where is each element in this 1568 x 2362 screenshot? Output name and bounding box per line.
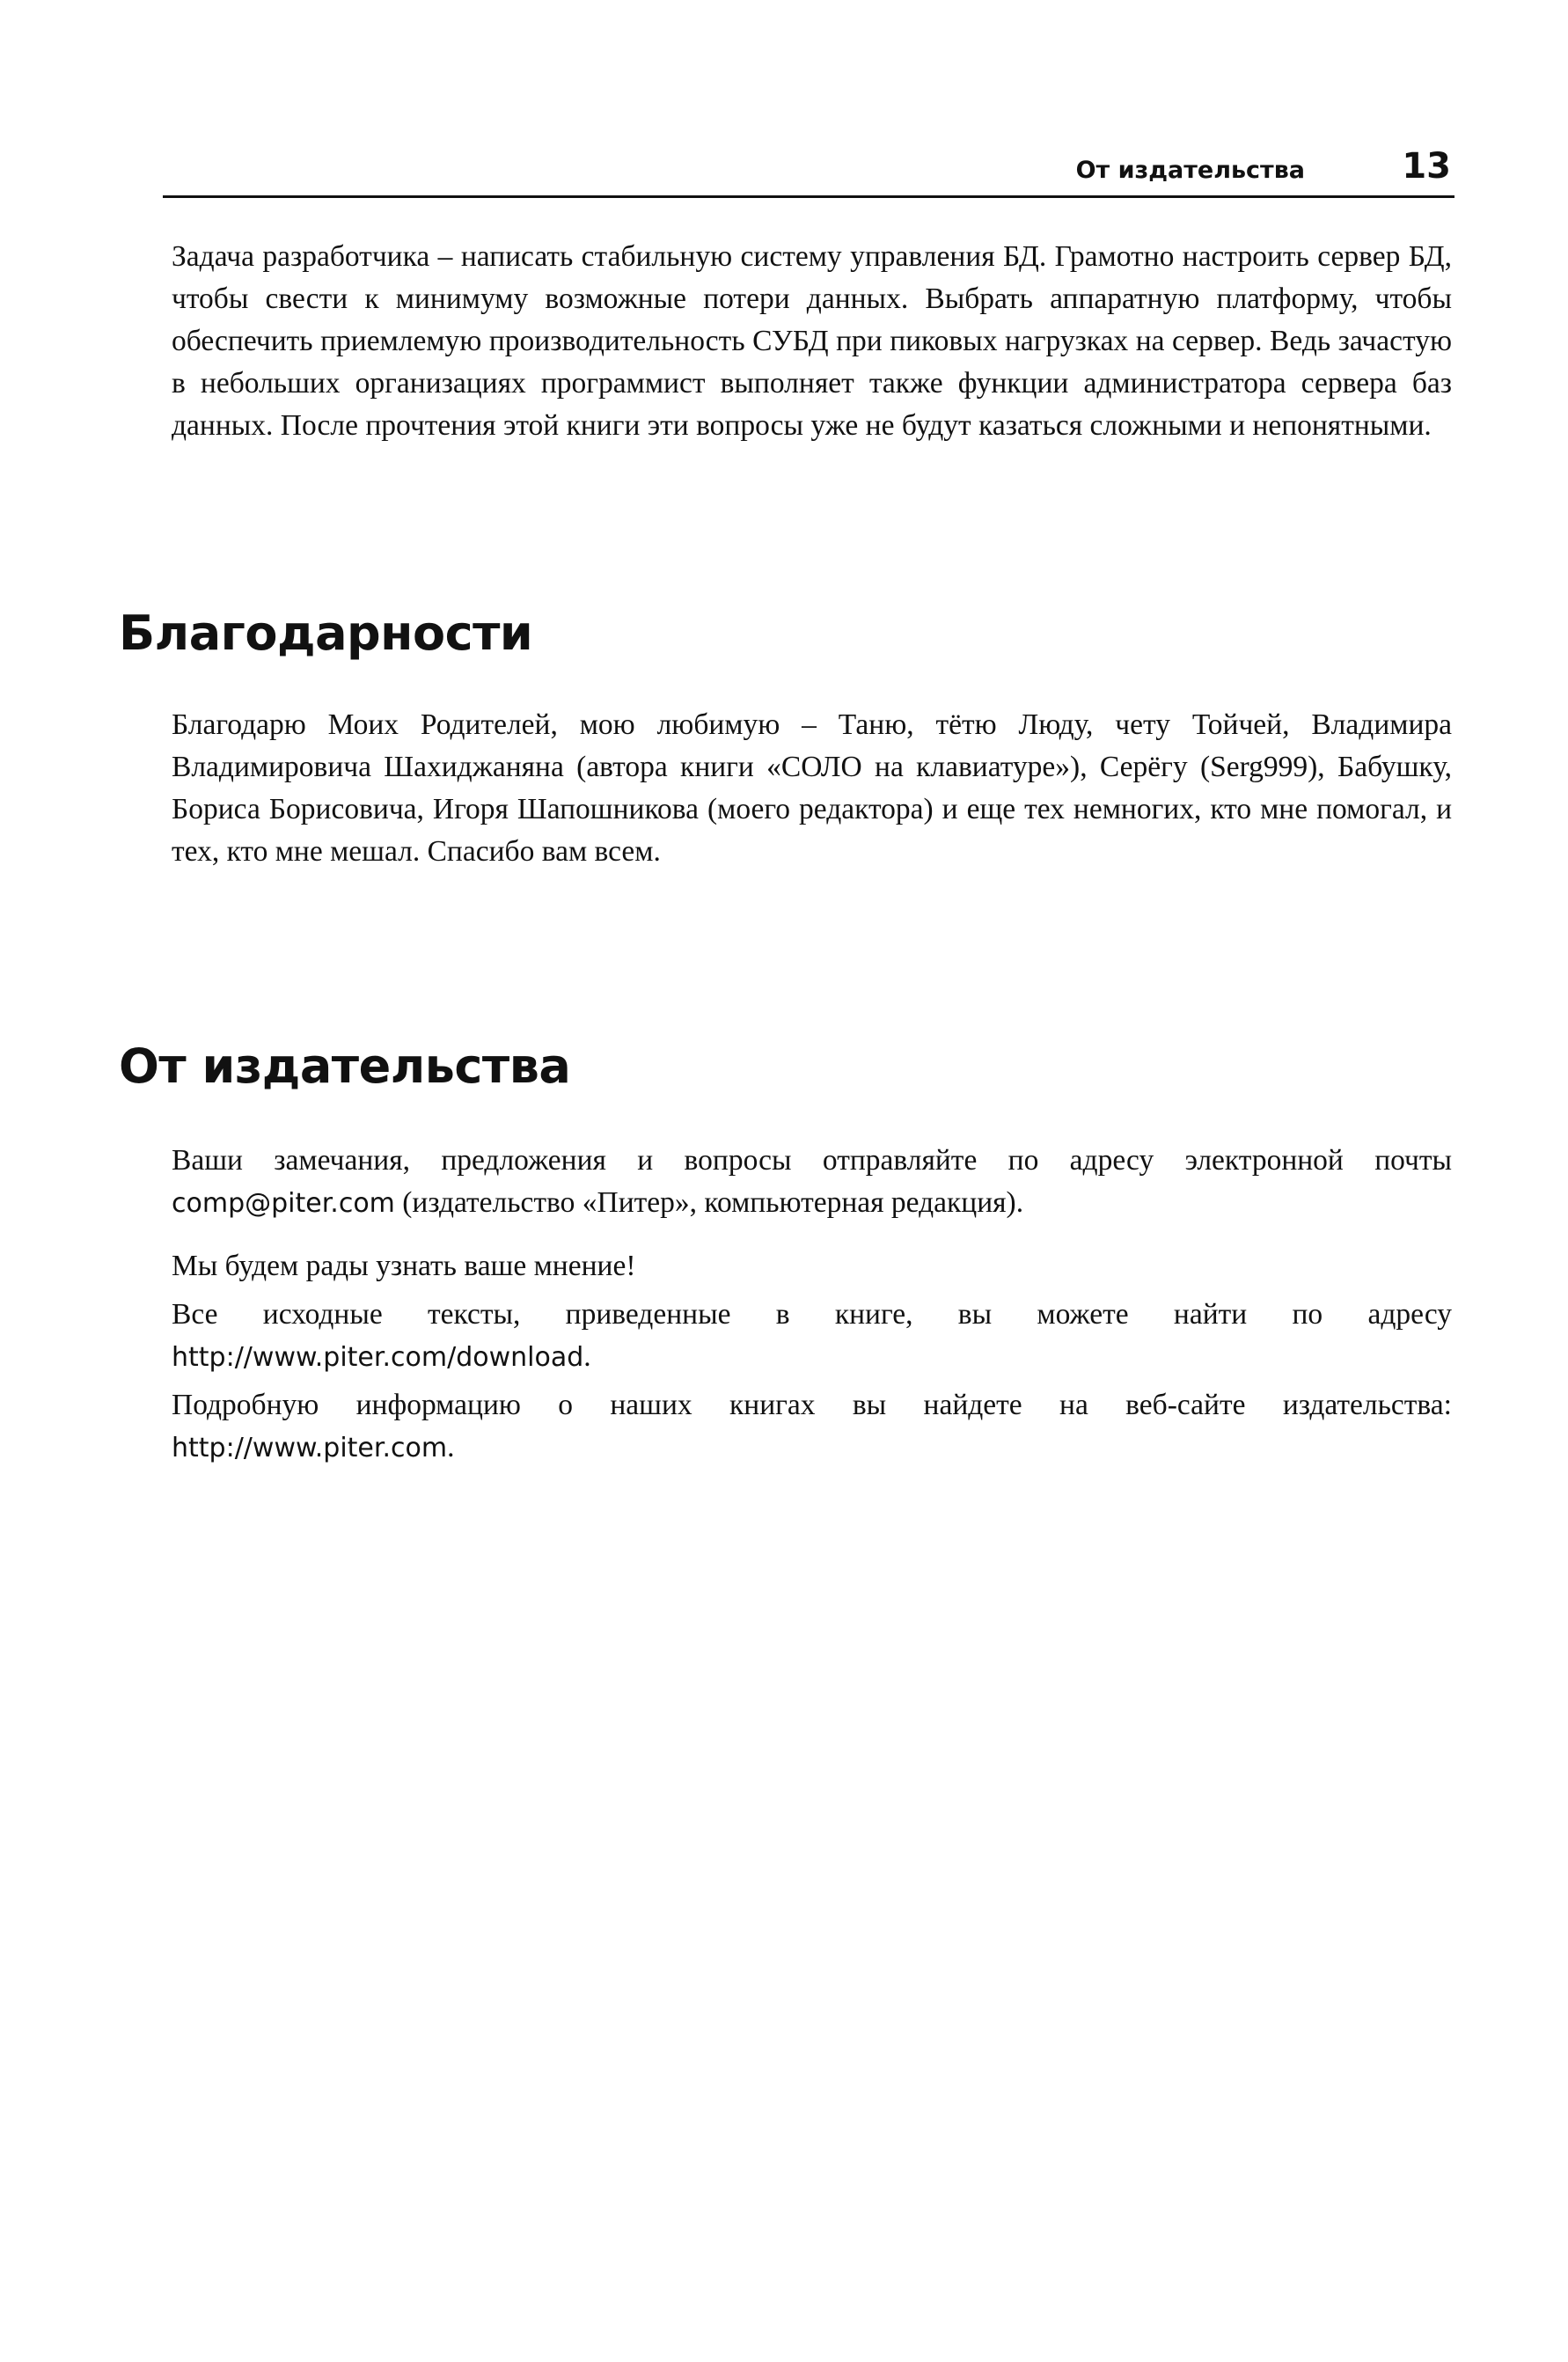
sources-text-after: . — [583, 1340, 591, 1373]
intro-paragraph: Задача разработчика – написать стабильную систему управления БД. Грамотно настроить сервер БД, чтобы свести к минимуму возможные потери данных. Выбрать аппаратную платформу, чтобы обеспечить приемлемую производительность СУБД при пиковых нагрузках на сервер. Ведь зачастую в небольших организациях программист выполняет также функции администратора сервера баз данных. После прочтения этой книги эти вопросы уже не будут казаться сложными и непонятными. — [172, 240, 1452, 442]
website-text-after: . — [447, 1431, 455, 1463]
running-header-title: От издательства — [1075, 157, 1305, 184]
publisher-contact-paragraph — [172, 1140, 1452, 1225]
running-header — [163, 141, 1454, 198]
download-url-link[interactable]: http://www.piter.com/download — [172, 1342, 584, 1373]
contact-text-before: Ваши замечания, предложения и вопросы отправляйте по адресу электронной почты — [172, 1144, 1452, 1177]
website-text-before: Подробную информацию о наших книгах вы найдете на веб-сайте издательства: — [172, 1389, 1452, 1421]
feedback-paragraph: Мы будем рады узнать ваше мнение! — [172, 1250, 636, 1282]
sources-text-before: Все исходные тексты, приведенные в книге, вы можете найти по адресу — [172, 1298, 1452, 1331]
contact-text-after: (издательство «Питер», компьютерная редакция). — [394, 1186, 1024, 1219]
page-number: 13 — [1402, 146, 1451, 187]
website-paragraph — [172, 1384, 1452, 1470]
acknowledgements-heading: Благодарности — [119, 605, 533, 661]
publisher-email-link[interactable]: comp@piter.com — [172, 1188, 395, 1219]
website-url-link[interactable]: http://www.piter.com — [172, 1433, 448, 1463]
sources-paragraph — [172, 1294, 1452, 1379]
publisher-heading: От издательства — [119, 1038, 571, 1094]
acknowledgements-paragraph: Благодарю Моих Родителей, мою любимую – Таню, тётю Люду, чету Тойчей, Владимира Владимировича Шахиджаняна (автора книги «СОЛО на клавиатуре»), Серёгу (Serg999), Бабушку, Бориса Борисовича, Игоря Шапошникова (моего редактора) и еще тех немногих, кто мне помогал, и тех, кто мне мешал. Спасибо вам всем. — [172, 708, 1452, 868]
